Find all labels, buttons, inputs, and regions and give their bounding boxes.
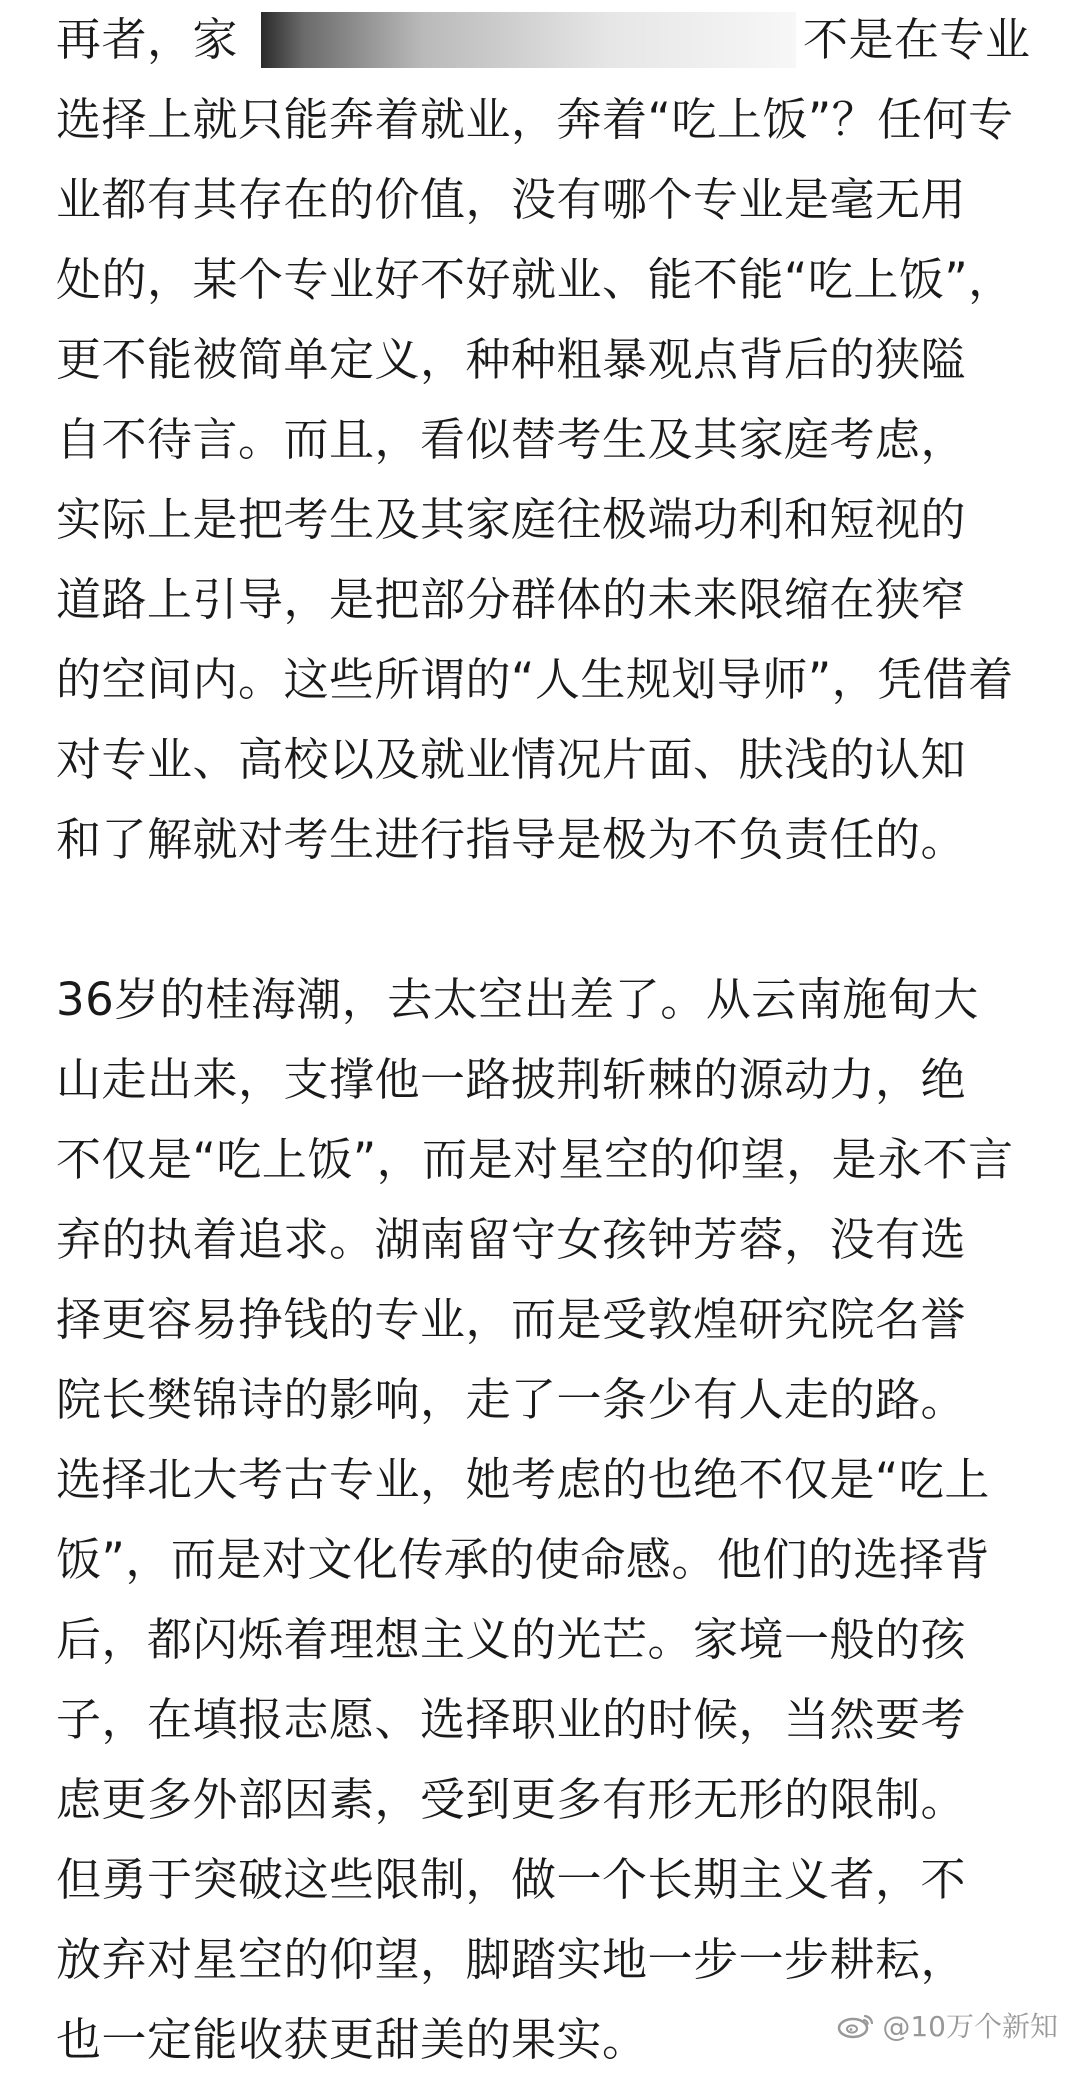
paragraph-2-line-9: 后，都闪烁着理想主义的光芒。家境一般的孩 <box>56 1613 967 1666</box>
paragraph-2-line-6: 院长樊锦诗的影响，走了一条少有人走的路。 <box>56 1373 967 1426</box>
watermark-text: @10万个新知 <box>882 2010 1058 2043</box>
paragraph-2-line-1: 36岁的桂海潮，去太空出差了。从云南施甸大 <box>56 973 979 1026</box>
paragraph-1-line-5: 更不能被简单定义，种种粗暴观点背后的狭隘 <box>56 333 967 386</box>
paragraph-2-line-13: 放弃对星空的仰望，脚踏实地一步一步耕耘， <box>56 1933 967 1986</box>
paragraph-2-line-4: 弃的执着追求。湖南留守女孩钟芳蓉，没有选 <box>56 1213 967 1266</box>
paragraph-2-line-3: 不仅是“吃上饭”，而是对星空的仰望，是永不言 <box>56 1133 1014 1186</box>
paragraph-1-line-2: 选择上就只能奔着就业，奔着“吃上饭”？任何专 <box>56 93 1014 146</box>
paragraph-1-line-1 <box>56 0 1036 80</box>
paragraph-1-line-4: 处的，某个专业好不好就业、能不能“吃上饭”， <box>56 253 1014 306</box>
paragraph-2-line-5: 择更容易挣钱的专业，而是受敦煌研究院名誉 <box>56 1293 967 1346</box>
weibo-watermark <box>836 2005 1058 2045</box>
paragraph-2-line-14: 也一定能收获更甜美的果实。 <box>56 2013 648 2066</box>
paragraph-2-line-7: 选择北大考古专业，她考虑的也绝不仅是“吃上 <box>56 1453 990 1506</box>
paragraph-1-line-6: 自不待言。而且，看似替考生及其家庭考虑， <box>56 413 967 466</box>
paragraph-1-line-1-head: 再者，家 <box>56 13 239 66</box>
paragraph-2-line-11: 虑更多外部因素，受到更多有形无形的限制。 <box>56 1773 967 1826</box>
redacted-blur <box>261 12 796 68</box>
paragraph-2-line-2: 山走出来，支撑他一路披荆斩棘的源动力，绝 <box>56 1053 967 1106</box>
paragraph-2-line-8: 饭”，而是对文化传承的使命感。他们的选择背 <box>56 1533 990 1586</box>
article-body <box>56 0 1036 2080</box>
paragraph-2-line-10: 子，在填报志愿、选择职业的时候，当然要考 <box>56 1693 967 1746</box>
paragraph-1-line-9: 的空间内。这些所谓的“人生规划导师”，凭借着 <box>56 653 1014 706</box>
paragraph-1-line-10: 对专业、高校以及就业情况片面、肤浅的认知 <box>56 733 967 786</box>
weibo-logo-icon <box>836 2011 876 2039</box>
paragraph-1-line-1-tail: 不是在专业 <box>803 13 1031 66</box>
paragraph-gap <box>56 880 1036 960</box>
paragraph-1-line-8: 道路上引导，是把部分群体的未来限缩在狭窄 <box>56 573 967 626</box>
paragraph-2-line-12: 但勇于突破这些限制，做一个长期主义者，不 <box>56 1853 967 1906</box>
paragraph-1-line-7: 实际上是把考生及其家庭往极端功利和短视的 <box>56 493 967 546</box>
paragraph-1-line-3: 业都有其存在的价值，没有哪个专业是毫无用 <box>56 173 967 226</box>
paragraph-1-line-11: 和了解就对考生进行指导是极为不负责任的。 <box>56 813 967 866</box>
